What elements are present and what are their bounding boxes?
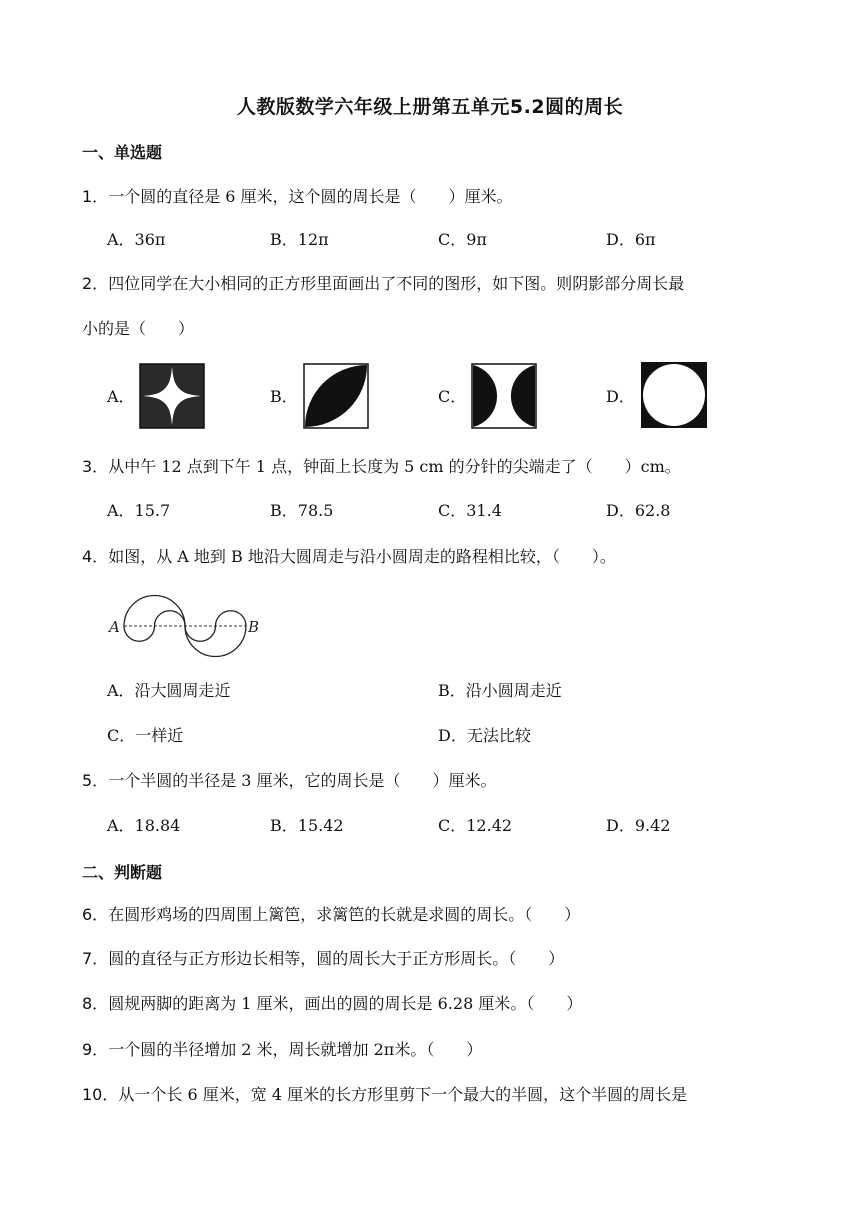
- option-a[interactable]: A．15.7: [107, 501, 171, 520]
- question-number: 3．: [82, 457, 109, 476]
- question-3: [82, 456, 681, 478]
- question-text: 一个圆的半径增加 2 米，周长就增加 2π米。（ ）: [108, 1040, 483, 1059]
- page-title: 人教版数学六年级上册第五单元5.2圆的周长: [236, 96, 624, 118]
- option-c[interactable]: C．9π: [438, 230, 487, 249]
- question-text: 在圆形鸡场的四周围上篱笆，求篱笆的长就是求圆的周长。（ ）: [108, 905, 581, 924]
- option-c[interactable]: C．一样近: [107, 726, 184, 745]
- option-d[interactable]: D．无法比较: [438, 726, 531, 745]
- option-b[interactable]: B．: [270, 387, 298, 406]
- section-heading-true-false: 二、判断题: [82, 863, 163, 882]
- question-2: [82, 273, 684, 295]
- option-d[interactable]: D．: [606, 387, 635, 406]
- question-text: 一个半圆的半径是 3 厘米，它的周长是（ ）厘米。: [108, 771, 497, 790]
- question-text: 从中午 12 点到下午 1 点，钟面上长度为 5 cm 的分针的尖端走了（ ）cm。: [108, 457, 681, 476]
- figure-circle-square: [640, 361, 708, 429]
- figure-circle-paths: [106, 586, 271, 662]
- question-1: [82, 186, 513, 208]
- figure-label-b: B: [248, 618, 260, 636]
- question-text: 圆的直径与正方形边长相等，圆的周长大于正方形周长。（ ）: [108, 949, 565, 968]
- option-b[interactable]: B．12π: [270, 230, 329, 249]
- question-4: [82, 546, 616, 568]
- option-c[interactable]: C．: [438, 387, 467, 406]
- option-d[interactable]: D．9.42: [606, 816, 671, 835]
- question-number: 10．: [82, 1085, 119, 1104]
- option-d[interactable]: D．62.8: [606, 501, 671, 520]
- question-2-line-2: 小的是（ ）: [82, 319, 195, 338]
- figure-star-square: [139, 363, 205, 429]
- question-number: 1．: [82, 187, 109, 206]
- question-number: 4．: [82, 547, 109, 566]
- question-text: 如图，从 A 地到 B 地沿大圆周走与沿小圆周走的路程相比较，（ ）。: [108, 547, 616, 566]
- option-c[interactable]: C．31.4: [438, 501, 502, 520]
- option-a[interactable]: A．沿大圆周走近: [107, 681, 231, 700]
- option-a[interactable]: A．18.84: [107, 816, 181, 835]
- question-number: 7．: [82, 949, 109, 968]
- question-text: 从一个长 6 厘米，宽 4 厘米的长方形里剪下一个最大的半圆，这个半圆的周长是: [118, 1085, 688, 1104]
- figure-two-semicircles-square: [471, 363, 537, 429]
- question-5: [82, 770, 497, 792]
- question-number: 9．: [82, 1040, 109, 1059]
- question-6: [82, 904, 580, 926]
- option-b[interactable]: B．沿小圆周走近: [438, 681, 562, 700]
- question-10: [82, 1084, 687, 1106]
- question-number: 2．: [82, 274, 109, 293]
- question-text: 圆规两脚的距离为 1 厘米，画出的圆的周长是 6.28 厘米。（ ）: [108, 994, 583, 1013]
- option-b[interactable]: B．78.5: [270, 501, 334, 520]
- option-a[interactable]: A．: [107, 387, 135, 406]
- figure-label-a: A: [109, 618, 120, 636]
- question-number: 6．: [82, 905, 109, 924]
- option-a[interactable]: A．36π: [107, 230, 166, 249]
- question-text-line-1: 四位同学在大小相同的正方形里面画出了不同的图形，如下图。则阴影部分周长最: [108, 274, 685, 293]
- figure-leaf-square: [303, 363, 369, 429]
- question-9: [82, 1039, 482, 1061]
- option-b[interactable]: B．15.42: [270, 816, 344, 835]
- question-text: 一个圆的直径是 6 厘米，这个圆的周长是（ ）厘米。: [108, 187, 513, 206]
- question-number: 8．: [82, 994, 109, 1013]
- option-c[interactable]: C．12.42: [438, 816, 513, 835]
- question-number: 5．: [82, 771, 109, 790]
- option-d[interactable]: D．6π: [606, 230, 656, 249]
- section-heading-single-choice: 一、单选题: [82, 143, 163, 162]
- question-8: [82, 993, 582, 1015]
- question-7: [82, 948, 564, 970]
